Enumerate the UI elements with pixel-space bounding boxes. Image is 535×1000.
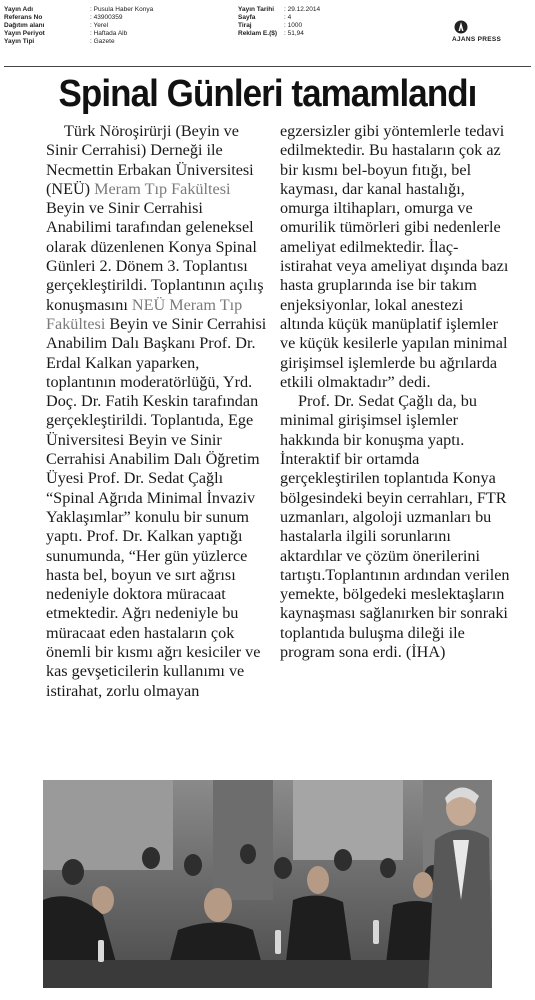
- meta-row-circulation: [238, 22, 302, 30]
- meta-value: : Yerel: [90, 22, 109, 29]
- meta-key: Referans No: [4, 14, 43, 21]
- meta-row-period: [4, 30, 127, 38]
- ajans-press-logo: [454, 12, 514, 42]
- meta-row-type: [4, 38, 115, 46]
- meta-value: : 51,94: [284, 30, 304, 37]
- article-paragraph: Prof. Dr. Sedat Çağlı da, bu minimal girişimsel işlemler hakkında bir konuşma yaptı. İnteraktif bir ortamda gerçekleştirilen toplantıda Konya bölgesindeki beyin cerrahları, FTR uzmanları, algoloji uzmanları bu hastalarla ilgili sorunlarını aktardılar ve çözüm önerilerini tartıştı.Toplantının ardından verilen yemekte, bölgedeki meslektaşların kaynaşması sağlanırken bir sonraki toplantıda buluşma dileği ile program sona erdi. (İHA): [280, 392, 510, 662]
- meta-value: : Gazete: [90, 38, 115, 45]
- article-column-1: [46, 122, 271, 701]
- faded-text-run: NEÜ Meram Tıp Fakültesi: [46, 295, 243, 333]
- meta-row-date: [238, 6, 320, 14]
- meta-value: : Haftada Alb: [90, 30, 128, 37]
- meta-key: Yayın Tipi: [4, 38, 35, 45]
- meeting-audience-photo: [43, 780, 492, 988]
- meta-key: Reklam E.($): [238, 30, 278, 37]
- meta-key: Dağıtım alanı: [4, 22, 45, 29]
- header-divider: [4, 66, 531, 67]
- article-column-2: [280, 122, 510, 662]
- article-paragraph: egzersizler gibi yöntemlerle tedavi edilmektedir. Bu hastaların çok az bir kısmı bel-boyun fıtığı, bel kayması, dar kanal hastalığı, omurga iltihapları, omurga ve omurilik tümörleri gibi nedenlerle ameliyat edilmektedir. İlaç-istirahat veya ameliyat dışında bazı hasta gruplarında ise bir takım enjeksiyonlar, lokal anestezi altında küçük manüplatif işlemler ve küçük kesilerle yapılan minimal girişimsel işlemlerde bu ağrılarda etkili olmaktadır” dedi.: [280, 122, 509, 391]
- text-run: Beyin ve Sinir Cerrahisi Anabilim Dalı Başkanı Prof. Dr. Erdal Kalkan yaparken, toplantının moderatörlüğü, Yrd. Doç. Dr. Fatih Keskin tarafından gerçekleştirildi. Toplantıda, Ege Üniversitesi Beyin ve Sinir Cerrahisi Anabilim Dalı Öğretim Üyesi Prof. Dr. Sedat Çağlı “Spinal Ağrıda Minimal İnvaziv Yaklaşımlar” konulu bir sunum yaptı. Prof. Dr. Kalkan yaptığı sunumunda, “Her gün yüzlerce hasta bel, boyun ve sırt ağrısı nedeniyle doktora müracaat etmektedir. Ağrı nedeniyle bu müracaat eden hastaların çok önemli bir kısmı ağrı kesiciler ve kas gevşeticilerin kullanımı ve istirahat, zorlu olmayan: [46, 314, 267, 700]
- meta-key: Tiraj: [238, 22, 252, 29]
- photo-illustration: [43, 780, 492, 988]
- meta-key: Yayın Periyot: [4, 30, 45, 37]
- meta-row-distribution: [4, 22, 108, 30]
- meta-key: Yayın Tarihi: [238, 6, 275, 13]
- faded-text-run: Meram Tıp Fakültesi: [94, 179, 231, 198]
- logo-text: AJANS PRESS: [452, 36, 502, 43]
- meta-value: : 1000: [284, 22, 303, 29]
- meta-key: Sayfa: [238, 14, 256, 21]
- meta-row-page: [238, 14, 291, 22]
- meta-row-reference-no: [4, 14, 123, 22]
- meta-value: : 4: [284, 14, 292, 21]
- meta-row-ad-value: [238, 30, 304, 38]
- meta-key: Yayın Adı: [4, 6, 34, 13]
- meta-value: : 43900359: [90, 14, 123, 21]
- meta-value: : Pusula Haber Konya: [90, 6, 154, 13]
- text-run: Türk Nöroşirürji (Beyin ve Sinir Cerrahisi) Derneği ile Necmettin Erbakan Üniversitesi (NEÜ): [46, 122, 254, 198]
- ajans-press-logo-icon: [454, 20, 468, 34]
- text-run: Beyin ve Sinir Cerrahisi Anabilimi tarafından geleneksel olarak düzenlenen Konya Spinal Günleri 2. Dönem 3. Toplantısı gerçekleştirildi. Toplantının açılış konuşmasını: [46, 199, 264, 314]
- meta-row-publication-name: [4, 6, 153, 14]
- article-paragraph: [46, 122, 271, 701]
- article-headline: Spinal Günleri tamamlandı: [58, 73, 477, 115]
- meta-value: : 29.12.2014: [284, 6, 321, 13]
